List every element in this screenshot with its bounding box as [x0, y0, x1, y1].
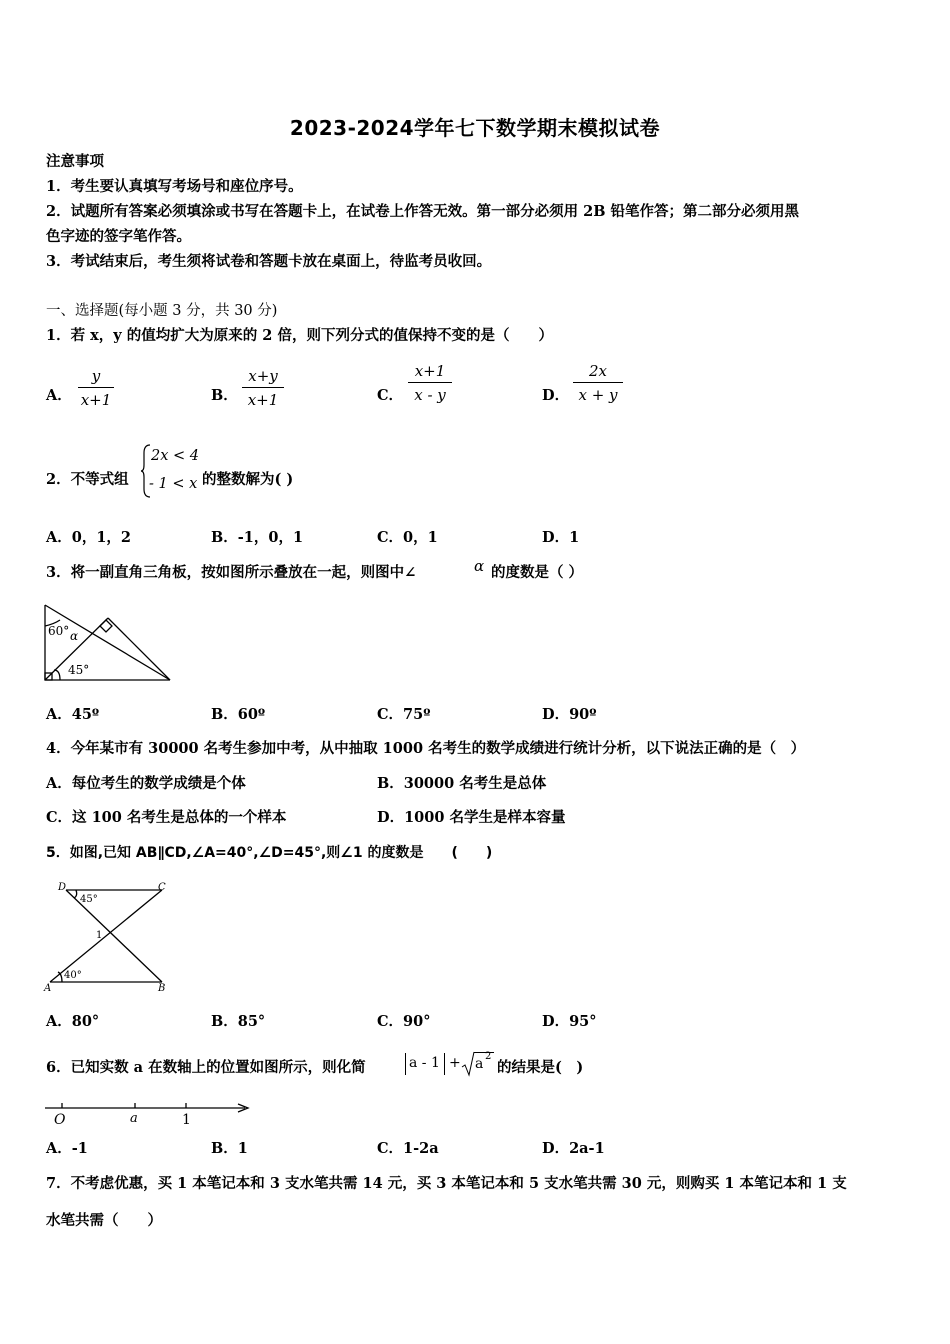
q7-stem-continued: 水笔共需（ ） — [46, 1212, 162, 1229]
q3-option-b: B．60º — [211, 706, 266, 723]
notice-item: 2．试题所有答案必须填涂或书写在答题卡上，在试卷上作答无效。第一部分必须用 2B 铅笔作答；第二部分必须用黑 — [46, 203, 800, 220]
q6-option-d: D．2a-1 — [542, 1140, 605, 1157]
q3-option-a: A．45º — [46, 706, 100, 723]
q2-option-a: A．0，1，2 — [46, 529, 132, 546]
page-title: 2023-2024学年七下数学期末模拟试卷 — [289, 116, 661, 140]
q5-parallel-figure — [40, 878, 180, 996]
angle-arc — [54, 670, 60, 680]
point-label: B — [158, 983, 166, 994]
angle-arc — [58, 972, 62, 982]
q1-stem: 1．若 x，y 的值均扩大为原来的 2 倍，则下列分式的值保持不变的是（ ） — [46, 327, 553, 344]
numerator: x+y — [248, 367, 278, 385]
q2-stem-prefix: 2．不等式组 — [46, 471, 129, 488]
q2-option-c: C．0，1 — [377, 529, 438, 546]
q1-option-b-label: B． — [211, 387, 238, 404]
numerator: 2x — [588, 362, 607, 380]
q7-stem: 7．不考虑优惠，买 1 本笔记本和 3 支水笔共需 14 元，买 3 本笔记本和 5 支水笔共需 30 元，则购买 1 本笔记本和 1 支 — [46, 1175, 847, 1192]
point-label: C — [158, 882, 166, 893]
q3-angle-label: 60° — [48, 624, 70, 638]
q5-option-b: B．85° — [211, 1013, 266, 1030]
angle-label: 40° — [64, 970, 82, 981]
denominator: x+1 — [80, 391, 112, 409]
q6-stem-prefix: 6．已知实数 a 在数轴上的位置如图所示，则化简 — [46, 1059, 366, 1076]
q4-stem: 4．今年某市有 30000 名考生参加中考，从中抽取 1000 名考生的数学成绩进行统计分析，以下说法正确的是（ ） — [46, 740, 806, 757]
q1-option-c-label: C． — [377, 387, 404, 404]
q1-option-d-label: D． — [542, 387, 570, 404]
q6-number-line — [40, 1098, 255, 1128]
q2-system-line: 2x < 4 — [151, 448, 199, 464]
q6-option-c: C．1-2a — [377, 1140, 439, 1157]
abs-content: a - 1 — [409, 1055, 440, 1071]
q3-angle-label: α — [70, 629, 79, 643]
q6-expression: a - 1 + a 2 — [405, 1049, 497, 1077]
q2-option-d: D．1 — [542, 529, 580, 546]
fig-line — [45, 605, 170, 680]
q5-option-c: C．90° — [377, 1013, 431, 1030]
q1-option-b-fraction — [242, 367, 284, 409]
numerator: x+1 — [414, 362, 446, 380]
denominator: x - y — [414, 386, 446, 404]
q3-stem-prefix: 3．将一副直角三角板，按如图所示叠放在一起，则图中∠ — [46, 564, 417, 581]
fig-line-ca — [50, 890, 162, 982]
q6-stem-suffix: 的结果是( ) — [497, 1059, 584, 1076]
axis-label: a — [130, 1111, 138, 1126]
angle-label: 1 — [96, 930, 103, 941]
q3-triangle-figure — [40, 600, 180, 686]
q5-stem: 5．如图,已知 AB∥CD,∠A=40°,∠D=45°,则∠1 的度数是 ( ) — [46, 845, 493, 861]
angle-label: 45° — [80, 894, 98, 905]
q1-option-a-fraction — [78, 367, 114, 409]
q5-option-a: A．80° — [46, 1013, 100, 1030]
q3-angle-label: 45° — [68, 663, 90, 677]
q2-stem-suffix: 的整数解为( ) — [202, 471, 294, 488]
q4-option-c: C．这 100 名考生是总体的一个样本 — [46, 809, 287, 826]
radicand: a — [475, 1056, 484, 1072]
radical-icon — [461, 1051, 475, 1077]
notice-item: 3．考试结束后，考生须将试卷和答题卡放在桌面上，待监考员收回。 — [46, 253, 492, 270]
notice-heading: 注意事项 — [46, 153, 104, 170]
q4-option-d: D．1000 名学生是样本容量 — [377, 809, 566, 826]
section-heading: 一、选择题(每小题 3 分，共 30 分) — [46, 303, 278, 319]
notice-item: 色字迹的签字笔作答。 — [46, 228, 191, 245]
q3-option-d: D．90º — [542, 706, 597, 723]
angle-arc — [74, 890, 77, 898]
q3-stem-suffix: 的度数是（ ） — [491, 564, 584, 581]
numerator: y — [91, 367, 101, 385]
q6-option-b: B．1 — [211, 1140, 248, 1157]
axis-label: O — [54, 1112, 66, 1128]
point-label: A — [44, 983, 52, 994]
notice-item: 1．考生要认真填写考场号和座位序号。 — [46, 178, 303, 195]
q5-option-d: D．95° — [542, 1013, 597, 1030]
q6-option-a: A．-1 — [46, 1140, 88, 1157]
denominator: x + y — [578, 386, 618, 404]
q4-option-a: A．每位考生的数学成绩是个体 — [46, 775, 246, 792]
axis-label: 1 — [182, 1112, 191, 1128]
q4-option-b: B．30000 名考生是总体 — [377, 775, 547, 792]
q2-system-line: - 1 < x — [149, 476, 198, 492]
q1-option-c-fraction — [408, 362, 452, 404]
exponent: 2 — [485, 1051, 492, 1062]
q2-option-b: B．-1，0，1 — [211, 529, 304, 546]
point-label: D — [58, 882, 67, 893]
q1-option-d-fraction — [573, 362, 623, 404]
q1-option-a-label: A． — [46, 387, 72, 404]
denominator: x+1 — [247, 391, 279, 409]
right-angle-mark — [100, 620, 112, 632]
q3-option-c: C．75º — [377, 706, 431, 723]
q3-alpha: α — [474, 557, 485, 575]
